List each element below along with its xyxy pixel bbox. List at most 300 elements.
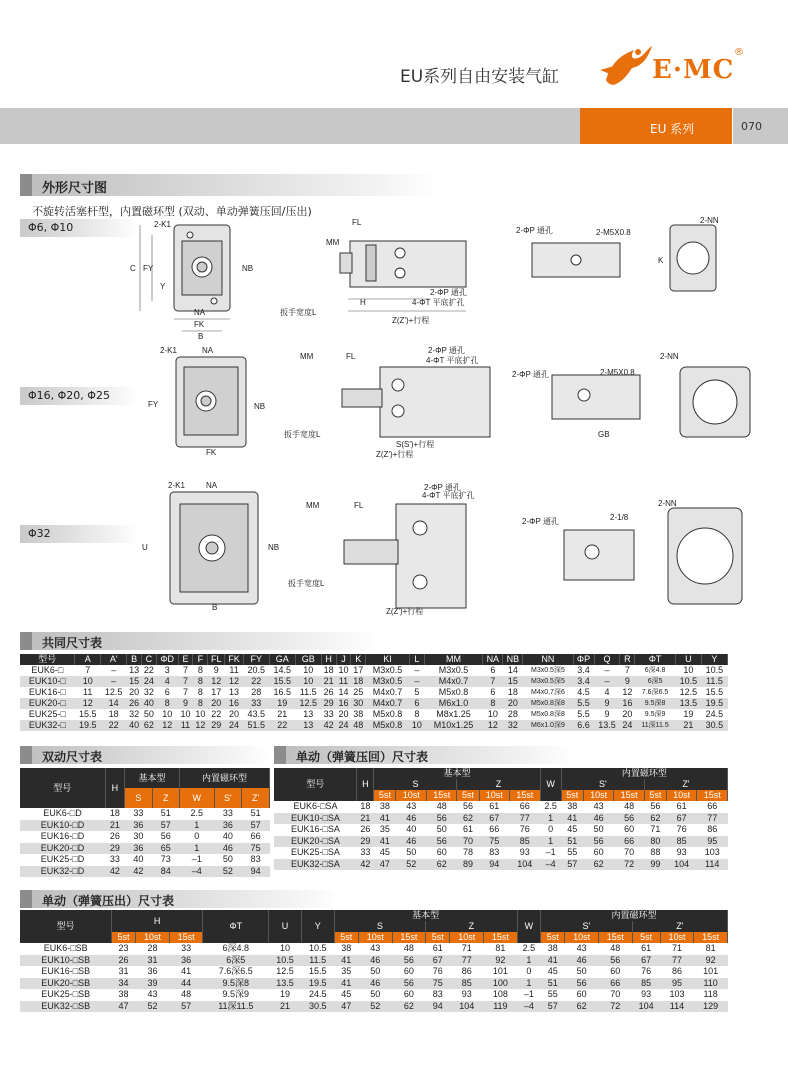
table-row [20,698,728,709]
table-cell: EUK10-□ [20,676,75,687]
table-cell: 45 [547,966,558,977]
table-header-cell: 15st [426,790,457,801]
label-k1-3: 2-K1 [168,481,185,490]
table-cell: 38 [547,943,558,954]
table-cell: 18 [323,665,334,675]
table-cell: 77 [697,813,728,825]
table-header-cell: ΦP [573,654,594,665]
label-fk-2: FK [206,448,217,457]
table-cell: 77 [450,955,484,967]
table-cell: 62 [392,1001,426,1013]
table-cell: 7 [182,665,188,675]
label-t-hole-3: 4-ΦT 平底扩孔 [422,491,475,500]
table-cell: 56 [565,978,599,990]
table-cell: 18 [507,687,518,697]
table-cell: –1 [545,847,556,858]
table-cell: EUK16-□SA [290,824,340,835]
table-cell: 56 [426,836,457,848]
label-na-3: NA [206,481,218,490]
table-header-cell: Z [457,779,540,790]
table-cell: 62 [142,720,157,731]
table-cell: EUK25-□D [40,854,85,865]
table-cell: 28 [251,687,262,697]
table-cell: 92 [694,955,728,967]
table-row [274,847,728,859]
table-header-cell: W [179,788,214,808]
table-cell: 3 [164,665,170,675]
table-header-cell: U [269,910,302,943]
table-cell: 41 [334,955,358,967]
table-cell: 76 [432,966,443,977]
table-cell: 30.5 [701,720,727,731]
table-header-cell: E [178,654,193,665]
table-cell: 110 [694,978,728,990]
table-cell: 84 [152,866,179,878]
table-cell: EUK6-□SA [293,801,338,812]
table-cell: 6.6 [573,720,594,731]
table-cell: –4 [517,1001,540,1013]
table-cell: 9 [178,698,193,709]
table-cell: 10 [180,709,191,719]
table-header-cell: Z' [242,788,270,808]
table-header-cell: Z' [632,921,727,932]
table-cell: 48 [181,989,192,1000]
table-cell: 19.5 [301,978,334,990]
table-header-cell: 15st [169,932,203,943]
table-cell: 104 [632,1001,660,1013]
table-cell: 22 [101,720,127,731]
table-cell: 12 [75,698,101,709]
table-cell: 48 [610,943,621,954]
table-cell: EUK6-□ [31,665,64,675]
table-cell: 33 [360,847,371,858]
table-cell: 50 [143,709,154,719]
table-cell: 40 [222,831,233,842]
table-header-cell: 基本型 [125,768,180,788]
table-cell: 24 [620,720,635,731]
table-header-cell: ΦD [156,654,178,665]
table-cell: 61 [463,824,474,835]
table-cell: 48 [403,943,414,954]
table-cell: 71 [461,943,472,954]
table-cell: 24.5 [308,989,327,1000]
table-cell: 103 [704,847,720,858]
table-cell: 60 [403,966,414,977]
table-cell: 26 [127,698,142,709]
table-cell: 118 [703,989,718,1000]
table-cell: EUK32-□D [20,866,105,878]
table-cell: 38 [341,943,352,954]
table-cell: M4x0.7 [372,687,403,697]
table-header-cell: 型号 [20,654,75,665]
table-header-cell: 10st [565,932,599,943]
table-header-cell: 15st [598,932,632,943]
table-cell: 28 [507,709,518,719]
table-row [20,955,728,967]
table-header-cell: 15st [614,790,645,801]
label-u-3: U [142,543,148,552]
table-cell: M3x0.5 [372,665,403,675]
table-cell: 52 [358,1001,392,1013]
table-row [20,831,270,843]
table-cell: 9.5深9 [644,711,666,718]
table-cell: 50 [406,847,417,858]
table-cell: 20 [129,687,140,697]
table-cell: 46 [583,813,614,825]
table-cell: – [409,676,424,687]
table-cell: M3x0.5 [366,676,410,687]
table-cell: 41 [374,813,396,825]
table-cell: 7.6深6.5 [218,966,253,977]
table-cell: 20 [622,709,633,719]
table-row [20,1001,728,1013]
table-cell: 80 [644,836,666,848]
brand-logo: E·MC [652,55,735,85]
table-header-cell: 10st [358,932,392,943]
table-header-cell: 15st [392,932,426,943]
table-cell: 66 [598,978,632,990]
table-cell: M10x1.25 [424,720,483,731]
label-b-3: B [212,603,218,612]
table-header-cell: 5st [644,790,666,801]
table-cell: M4x0.7深6 [530,689,565,696]
table-cell: 36 [125,820,152,832]
table-cell: 114 [697,859,728,871]
table-cell: 6深4.8 [222,943,250,954]
table-cell: 56 [426,813,457,825]
label-p-hole-3: 2-ΦP 通孔 [428,346,465,355]
table-cell: 9.5深9 [222,989,250,1000]
table-cell: 93 [519,847,530,858]
label-na: NA [194,308,206,317]
table-cell: 11深11.5 [635,720,676,731]
section-heading-common: 共同尺寸表 [20,632,380,650]
table-header-cell: F [193,654,208,665]
table-cell: 6深5 [203,955,269,967]
table-cell: 85 [510,836,541,848]
table-cell: 45 [379,847,390,858]
table-cell: 9.5深8 [203,978,269,990]
table-header-cell: W [540,768,561,801]
table-cell: 36 [147,966,158,977]
table-cell: 2.5 [522,943,536,954]
table-cell: 45 [341,989,352,1000]
table-cell: 83 [432,989,443,1000]
table-cell: 104 [510,859,541,871]
label-s-2: S(S')+行程 [396,440,435,449]
table-cell: 50 [593,824,604,835]
table-cell: 9.5深8 [635,698,676,709]
table-cell: 78 [463,847,474,858]
table-cell: 22 [143,665,154,675]
table-cell: 67 [426,955,450,967]
table-cell: 10 [75,676,101,687]
table-cell: 15.5 [308,966,327,977]
table-header-cell: GA [269,654,295,665]
table-cell: 57 [561,859,583,871]
table-header-cell: MM [424,654,483,665]
table-cell: 9 [594,698,620,709]
table-cell: 16.5 [273,687,292,697]
table-header-cell: 10st [479,790,510,801]
table-cell: 12 [156,720,178,731]
table-cell: 19 [280,989,291,1000]
outline-subtitle: 不旋转活塞杆型，内置磁环型 (双动、单动弹簧压回/压出) [32,205,312,218]
table-header-cell: 内置磁环型 [179,768,269,788]
table-cell: 22 [243,676,269,687]
table-cell: 6 [490,665,496,675]
table-header-cell: 5st [334,932,358,943]
table-header-cell: B [127,654,142,665]
table-cell: 4 [604,687,610,697]
table-cell: 66 [250,831,261,842]
table-cell: 65 [152,843,179,855]
table-row [274,813,728,825]
table-cell: 77 [660,955,694,967]
table-cell: 42 [125,866,152,878]
table-header-cell: S' [561,779,644,790]
table-cell: 11 [178,720,193,731]
table-cell: 94 [426,1001,450,1013]
table-cell: 9 [213,665,219,675]
table-cell: 8 [197,687,203,697]
table-cell: 92 [484,955,518,967]
table-header-cell: 15st [697,790,728,801]
table-header-cell: A' [101,654,127,665]
table-header-cell: NA [483,654,503,665]
table-row [20,820,270,832]
table-cell: 17 [211,687,222,697]
label-mm-3: MM [306,501,320,510]
table-cell: 86 [707,824,718,835]
table-cell: 21 [269,1001,302,1013]
table-row [20,654,728,665]
label-h: H [360,298,366,307]
table-cell: EUK20-□SB [20,978,111,990]
table-header-cell: S [334,921,426,932]
table-row [20,866,270,878]
table-cell: EUK20-□D [20,843,105,855]
section-heading-outline: 外形尺寸图 [20,174,440,196]
single-return-table [274,768,728,870]
table-cell: 6 [409,698,424,709]
table-row [20,665,728,676]
table-cell: 32 [129,709,140,719]
table-cell: 10 [409,720,424,731]
table-cell: 56 [598,955,632,967]
table-cell: 13.5 [675,698,701,709]
table-cell: 41 [181,966,192,977]
table-cell: 33 [109,854,120,865]
table-cell: 51 [561,836,583,848]
table-header-cell: 内置磁环型 [561,768,727,779]
label-gb-2: GB [598,430,610,439]
table-cell: EUK32-□ [20,720,75,731]
table-cell: 61 [432,943,443,954]
table-cell: EUK16-□SB [41,966,91,977]
table-cell: 36 [125,843,152,855]
table-cell: 3.4 [573,676,594,687]
table-header-cell: S' [541,921,633,932]
section-heading-double: 双动尺寸表 [20,746,270,764]
table-header-cell: Y [301,910,334,943]
table-cell: 70 [457,836,479,848]
table-cell: 18 [109,808,120,819]
table-header-cell: FL [208,654,225,665]
table-header-cell: Q [594,654,620,665]
table-cell: 76 [519,824,530,835]
double-action-table [20,768,270,877]
table-cell: 73 [160,854,171,865]
table-header-cell: 15st [694,932,728,943]
page-title: EU系列自由安装气缸 [400,67,560,87]
page-number: 070 [732,108,788,144]
table-cell: 42 [357,859,374,871]
table-cell: 15.5 [78,709,97,719]
table-cell: 52 [396,859,427,871]
table-cell: 12.5 [276,966,294,977]
table-cell: – [594,676,620,687]
table-cell: 66 [707,801,718,812]
table-cell: EUK10-□D [20,820,105,832]
table-cell: 17 [353,665,364,675]
table-cell: 19.5 [75,720,101,731]
label-k: K [658,256,664,265]
table-cell: 8 [193,698,208,709]
table-cell: 46 [565,955,599,967]
table-row [274,824,728,836]
table-cell: 6 [490,687,496,697]
table-cell: 1 [517,978,540,990]
table-cell: 23 [118,943,129,954]
table-cell: 56 [650,801,661,812]
table-header-cell: 10st [396,790,427,801]
table-cell: 33 [323,709,334,719]
table-cell: 7 [178,676,193,687]
label-mm-2: MM [300,352,314,361]
table-header-cell: FK [225,654,244,665]
table-header-cell: W [517,910,540,943]
table-cell: 51.5 [243,720,269,731]
table-cell: 85 [450,978,484,990]
table-cell: 0 [526,966,532,977]
table-header-cell: Y [701,654,727,665]
table-header-cell: H [111,910,203,932]
table-cell: 32 [503,720,523,731]
table-cell: 56 [392,978,426,990]
table-cell: 61 [676,801,687,812]
table-header-cell: 5st [111,932,135,943]
table-cell: 13.5 [269,978,302,990]
table-cell: 8 [483,698,503,709]
table-header-cell: 型号 [20,768,105,808]
table-cell: 40 [406,824,417,835]
table-cell: 33 [181,943,192,954]
table-cell: 38 [353,709,364,719]
table-cell: 55 [547,989,558,1000]
table-cell: 41 [374,836,396,848]
table-cell: M3x0.5深5 [523,676,573,687]
table-cell: 72 [598,1001,632,1013]
table-cell: 12 [483,720,503,731]
drawing-group-16-25 [140,345,770,465]
table-row [274,836,728,848]
table-cell: M5x0.8 [372,709,403,719]
table-cell: 1 [540,836,561,848]
table-cell: 114 [660,1001,694,1013]
table-row [20,676,728,687]
table-cell: 62 [565,1001,599,1013]
label-fl-3: FL [354,501,364,510]
table-cell: 43.5 [247,709,266,719]
table-row [20,932,728,943]
table-cell: 8 [414,709,420,719]
table-row [20,854,270,866]
table-cell: 60 [436,847,447,858]
table-cell: 13 [295,720,321,731]
table-header-cell: Z [426,921,518,932]
label-mm: MM [326,238,340,247]
table-cell: 32 [143,687,154,697]
table-cell: 60 [593,847,604,858]
table-cell: EUK20-□SA [274,836,357,848]
table-header-cell: 10st [450,932,484,943]
drawing-group-6-10 [130,215,770,345]
table-cell: 47 [334,1001,358,1013]
table-header-cell: GB [295,654,321,665]
table-header-cell: A [75,654,101,665]
table-cell: 11 [336,676,351,687]
table-cell: 10.5 [705,665,724,675]
table-cell: 62 [457,813,479,825]
table-cell: 31 [136,955,170,967]
table-row [20,843,270,855]
table-row [20,910,728,921]
table-cell: 19 [683,709,694,719]
table-cell: 0 [548,824,554,835]
table-cell: 104 [666,859,697,871]
table-cell: 52 [214,866,242,878]
table-cell: 85 [632,978,660,990]
label-nb-2: NB [254,402,266,411]
table-cell: 6深5 [635,676,676,687]
table-cell: 11.5 [301,955,334,967]
table-header-cell: ΦT [203,910,269,943]
table-cell: M8x1.25 [436,709,471,719]
label-nn-2: 2-NN [660,352,679,361]
table-cell: 35 [379,824,390,835]
table-cell: 12.5 [295,698,321,709]
table-cell: 7 [85,665,91,675]
section-heading-single-push: 单动（弹簧压出）尺寸表 [20,890,340,908]
table-row [274,859,728,871]
table-cell: 36 [214,820,242,832]
table-cell: 4.5 [577,687,590,697]
table-header-cell: S' [214,788,242,808]
table-cell: 15 [127,676,142,687]
table-cell: 10 [162,709,173,719]
table-cell: 24 [225,720,244,731]
label-k1: 2-K1 [154,220,171,229]
table-cell: M4x0.7 [424,676,483,687]
table-header-cell: 10st [583,790,614,801]
table-cell: EUK10-□SA [274,813,357,825]
table-cell: M5x0.8 [366,720,410,731]
table-cell: 86 [461,966,472,977]
table-cell: 18 [108,709,119,719]
table-cell: 1 [179,843,214,855]
table-cell: 83 [489,847,500,858]
